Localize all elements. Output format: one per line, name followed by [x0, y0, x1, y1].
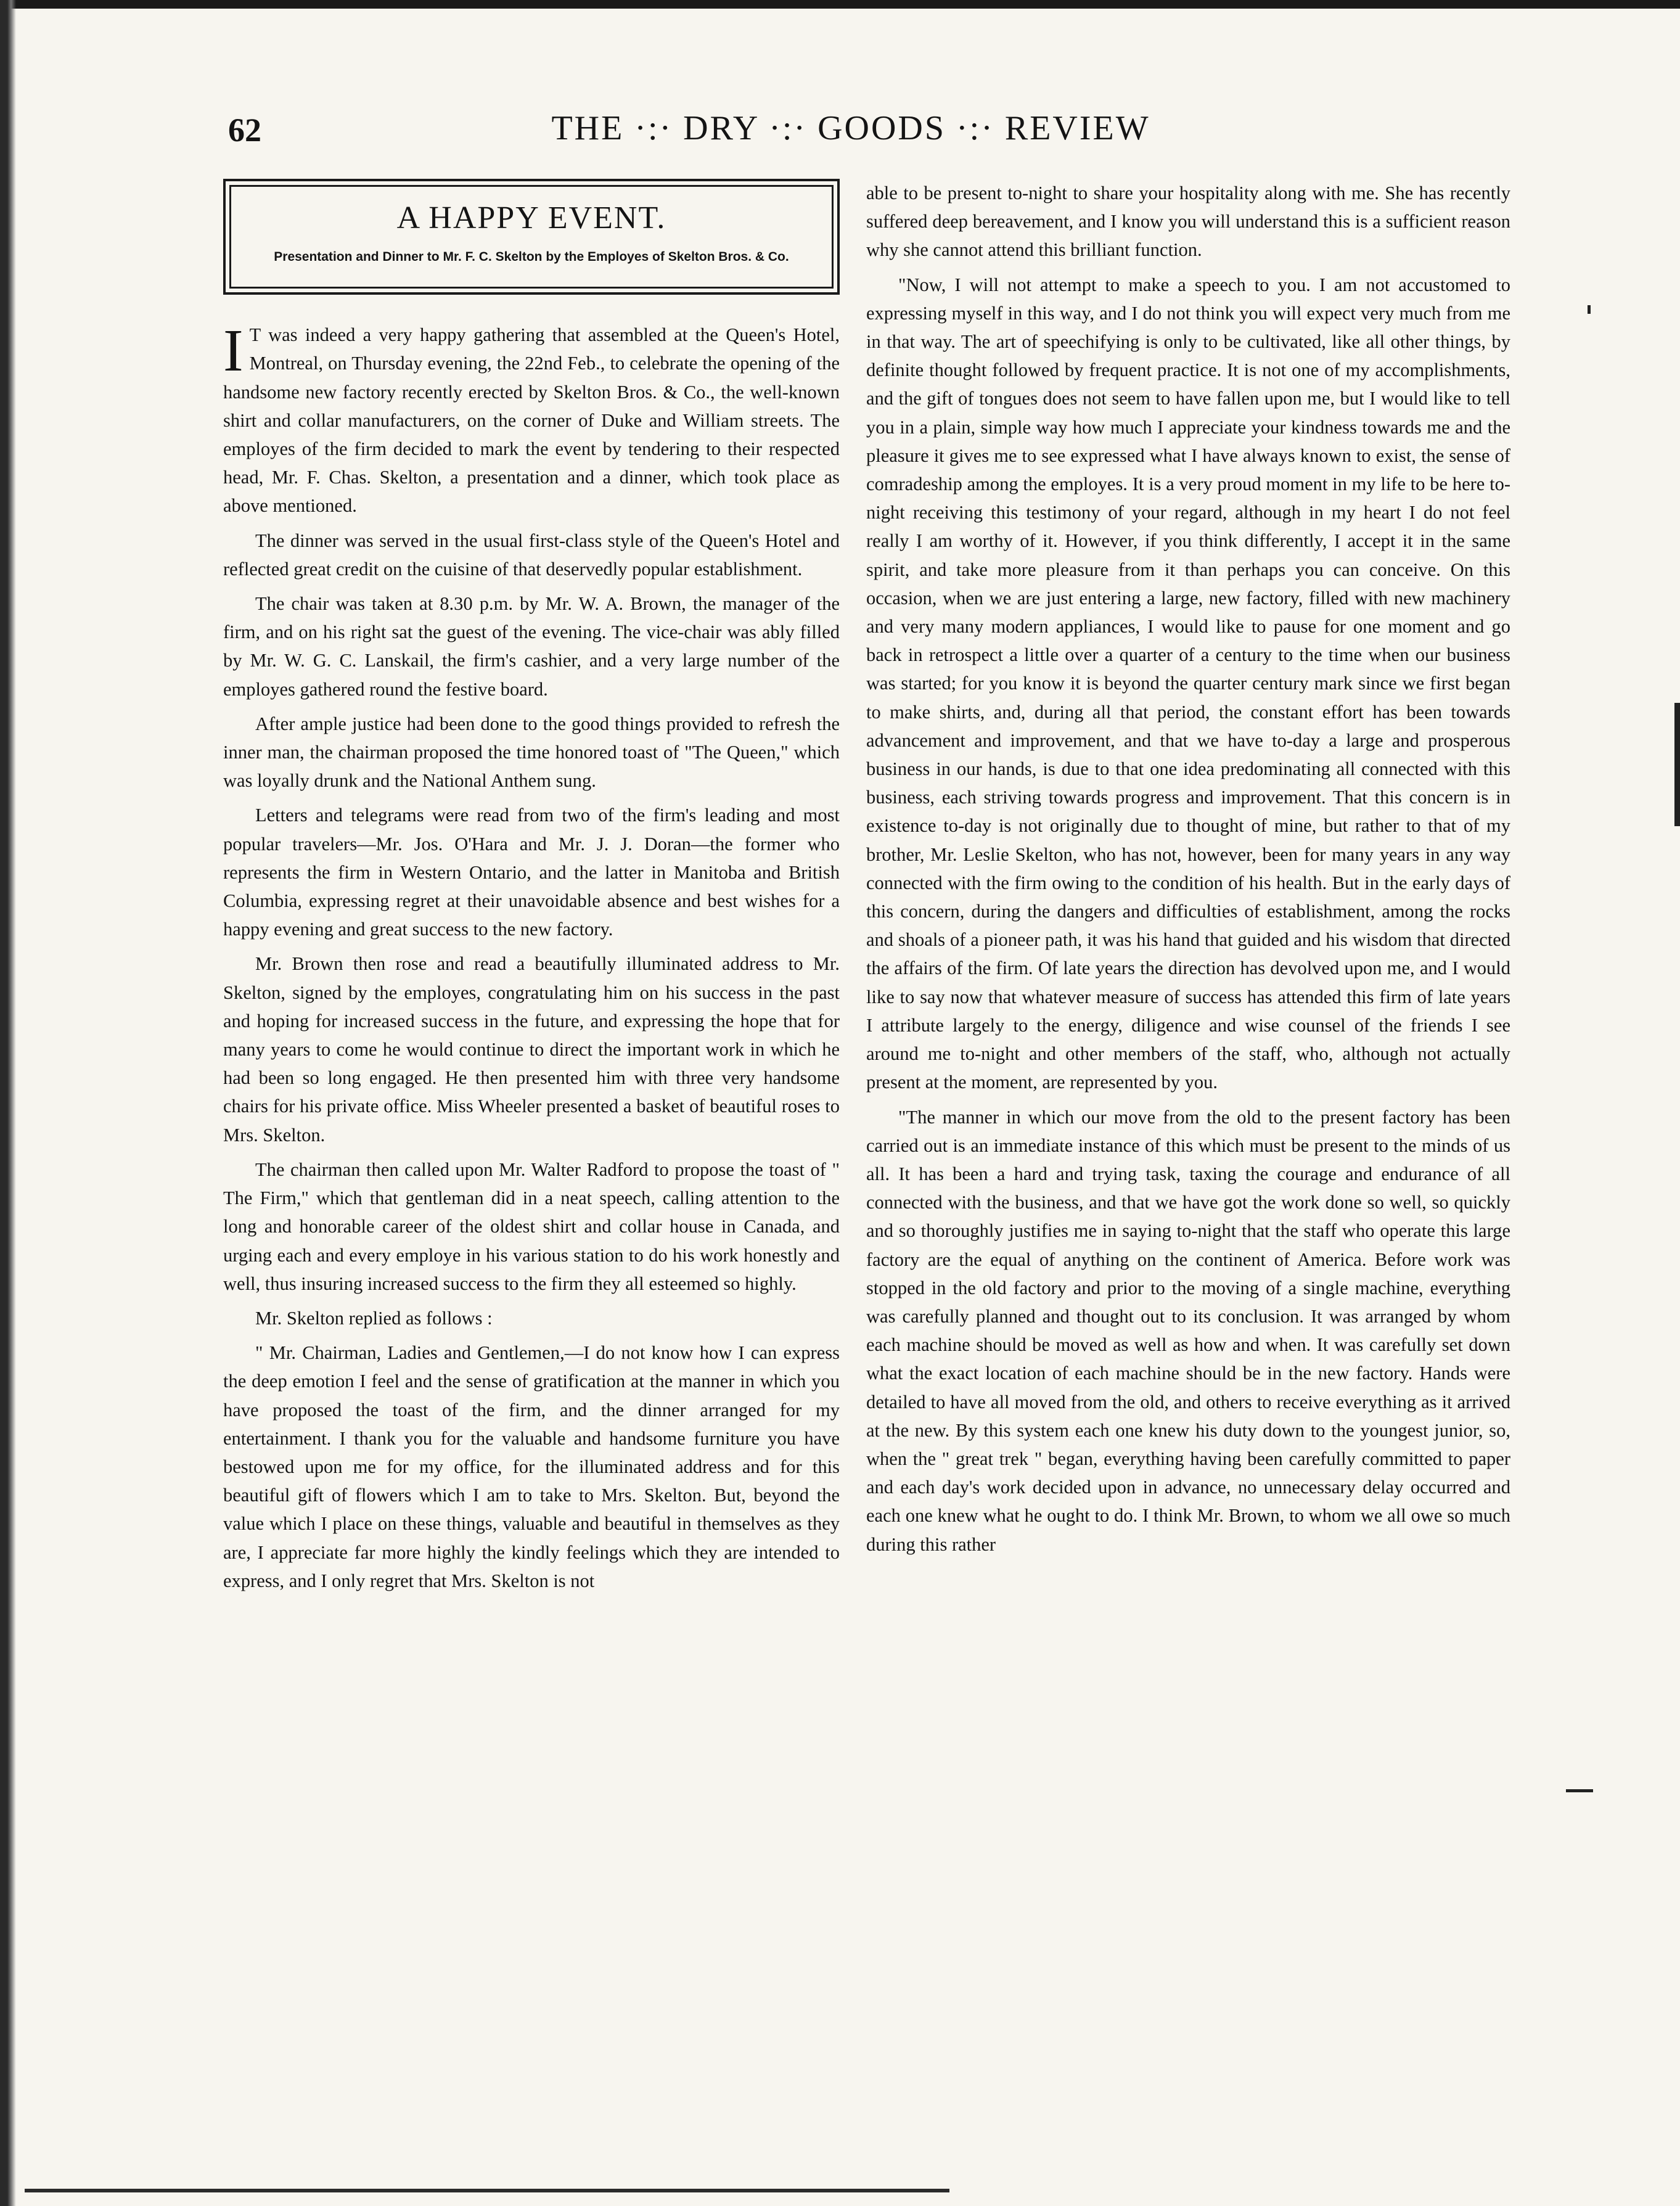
- scan-top-edge: [0, 0, 1680, 9]
- paragraph: After ample justice had been done to the good things provided to refresh the inner man, the chairman proposed the time honored toast of "The Queen," which was loyally drunk and the National Anthem sung.: [223, 713, 840, 792]
- paragraph: "Now, I will not attempt to make a speech to you. I am not accustomed to expressing myself in this way, and I do not think you will expect very much from me in that way. The art of speechifying is only to be cultivated, like all other things, by definite thought followed by frequent practice. It is not one of my accomplishments, and the gift of tongues does not seem to have fallen upon me, but I would like to tell you in a plain, simple way how much I appreciate your kindness towards me and the pleasure it gives me to see expressed what I have always known to exist, the sense of comradeship among the employes. It is a very proud moment in my life to be here to-night receiving this testimony of your regard, although in my heart I do not feel really I am worthy of it. However, if you think differently, I accept it in the same spirit, and take more pleasure from it than perhaps you can conceive. On this occasion, when we are just entering a large, new factory, filled with new machinery and very many modern appliances, I would like to pause for one moment and go back in retrospect a little over a quarter of a century to the time when our business was started; for you know it is beyond the quarter century mark since we first began to make shirts, and, during all that period, the constant effort has been towards advancement and improvement, and that we have to-day a large and prosperous business in our hands, is due to that one idea predominating all connected with this business, each striving towards progress and improvement. That this concern is in existence to-day is not originally due to thought of mine, but rather to that of my brother, Mr. Leslie Skelton, who has not, however, been for many years in any way connected with the firm owing to the condition of his health. But in the early days of this concern, during the dangers and difficulties of establishment, among the rocks and shoals of a pioneer path, it was his hand that guided and his wisdom that directed the affairs of the firm. Of late years the direction has devolved upon me, and I would like to say now that whatever measure of success has attended this firm of late years I attribute largely to the energy, diligence and wise counsel of the friends I see around me to-night and other members of the staff, who, although not actually present at the moment, are represented by you.: [866, 274, 1510, 1093]
- right-column: [866, 179, 1510, 1565]
- paragraph: [223, 318, 840, 520]
- paragraph: Letters and telegrams were read from two of the firm's leading and most popular travelers—Mr. Jos. O'Hara and Mr. J. J. Doran—the former who represents the firm in Western Ontario, and the latter in Manitoba and British Columbia, expressing regret at their unavoidable absence and best wishes for a happy evening and great success to the new factory.: [223, 805, 840, 940]
- scan-speck: [1566, 1789, 1593, 1792]
- paragraph: Mr. Brown then rose and read a beautifully illuminated address to Mr. Skelton, signed by the employes, congratulating him on his success in the past and hoping for increased success in the future, and expressing the hope that for many years to come he would continue to direct the important work in which he had been so long engaged. He then presented him with three very handsome chairs for his private office. Miss Wheeler presented a basket of beautiful roses to Mrs. Skelton.: [223, 953, 840, 1146]
- article-title-box: [223, 179, 840, 295]
- paragraph: The chair was taken at 8.30 p.m. by Mr. W. A. Brown, the manager of the firm, and on his right sat the guest of the evening. The vice-chair was ably filled by Mr. W. G. C. Lanskail, the firm's cashier, and a very large number of the employes gathered round the festive board.: [223, 593, 840, 700]
- paragraph: The chairman then called upon Mr. Walter Radford to propose the toast of " The Firm," which that gentleman did in a neat speech, calling attention to the long and honorable career of the oldest shirt and collar house in Canada, and urging each and every employe in his various station to do his work honestly and well, thus insuring increased success to the firm they all esteemed so highly.: [223, 1158, 840, 1294]
- scan-speck: [1588, 305, 1591, 314]
- article-title: A HAPPY EVENT.: [396, 200, 666, 236]
- scan-left-edge: [0, 0, 16, 2206]
- paragraph: "The manner in which our move from the old to the present factory has been carried out is an immediate instance of this which must be present to the minds of us all. It has been a hard and trying task, taxing the courage and endurance of all connected with the business, and that we have got the work done so well, so quickly and so thoroughly justifies me in saying to-night that the staff who operate this large factory are the equal of anything on the continent of America. Before work was stopped in the old factory and prior to the moving of a single machine, everything was carefully planned and thought out to its conclusion. It was arranged by whom each machine should be moved as well as how and when. It was carefully set down what the exact location of each machine should be in the new factory. Hands were detailed to have all moved from the old, and others to receive everything as it arrived at the new. By this system each one knew his duty down to the youngest junior, so, when the " great trek " began, everything having been carefully committed to paper and each day's work decided upon in advance, no unnecessary delay occurred and each one knew what he ought to do. I think Mr. Brown, to whom we all owe so much during this rather: [866, 1106, 1510, 1555]
- paragraph: " Mr. Chairman, Ladies and Gentlemen,—I do not know how I can express the deep emotion I feel and the sense of gratification at the manner in which you have proposed the toast of the firm, and the dinner arranged for my entertainment. I thank you for the valuable and handsome furniture you have bestowed upon me for my office, for the illuminated address and for this beautiful gift of flowers which I am to take to Mrs. Skelton. But, beyond the value which I place on these things, valuable and beautiful in themselves as they are, I appreciate far more highly the kindly feelings which they are intended to express, and I only regret that Mrs. Skelton is not: [223, 1342, 840, 1591]
- page-number: 62: [228, 112, 261, 149]
- article-title-inner: [229, 185, 834, 289]
- article-subtitle: Presentation and Dinner to Mr. F. C. Skelton by the Employes of Skelton Bros. & Co.: [274, 250, 789, 264]
- scan-bottom-edge: [25, 2189, 949, 2192]
- running-title: THE ·:· DRY ·:· GOODS ·:· REVIEW: [551, 109, 1150, 147]
- left-column: [223, 179, 840, 1601]
- paragraph: The dinner was served in the usual first-class style of the Queen's Hotel and reflected great credit on the cuisine of that deservedly popular establishment.: [223, 530, 840, 580]
- paragraph-text: T was indeed a very happy gathering that assembled at the Queen's Hotel, Montreal, on Thursday evening, the 22nd Feb., to celebrate the opening of the handsome new factory recently erected by Skelton Bros. & Co., the well-known shirt and collar manufacturers, on the corner of Duke and William streets. The employes of the firm decided to mark the event by tendering to their respected head, Mr. F. Chas. Skelton, a presentation and a dinner, which took place as above mentioned.: [223, 324, 840, 517]
- scan-right-edge: [1674, 703, 1680, 826]
- paragraph: able to be present to-night to share your hospitality along with me. She has recently suffered deep bereavement, and I know you will understand this is a sufficient reason why she cannot attend this brilliant function.: [866, 182, 1510, 261]
- drop-cap: I: [223, 318, 244, 385]
- page-header: [228, 111, 1473, 160]
- paragraph: Mr. Skelton replied as follows :: [255, 1307, 493, 1329]
